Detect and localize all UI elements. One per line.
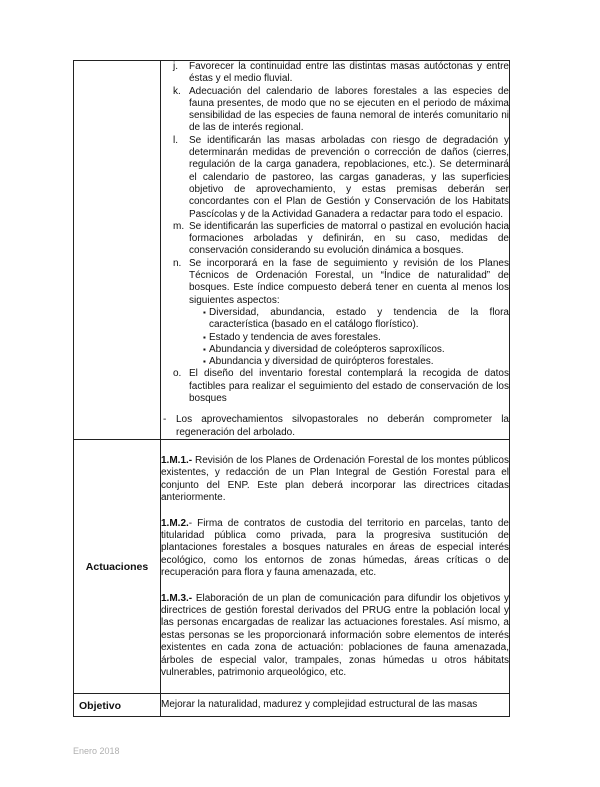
- list-marker: k.: [173, 85, 181, 97]
- objetivo-text: Mejorar la naturalidad, madurez y complejidad estructural de las masas: [161, 699, 478, 711]
- list-item: [161, 61, 509, 86]
- bullet-icon: ▪: [203, 307, 206, 317]
- bullet-icon: ▪: [203, 344, 206, 354]
- sub-list-item: [161, 344, 509, 356]
- objetivo-cell: [161, 694, 510, 717]
- list-item-o: [161, 368, 509, 405]
- bullet-icon: ▪: [203, 332, 206, 342]
- sub-item-text: Diversidad, abundancia, estado y tendencia de la flora característica (basado en el catálogo florístico).: [209, 306, 509, 331]
- list-item-text: El diseño del inventario forestal contemplará la recogida de datos factibles para realizar el seguimiento del estado de conservación de los bosques: [189, 368, 509, 405]
- action-code: 1.M.1.-: [161, 454, 193, 466]
- action-paragraph: [161, 518, 509, 580]
- action-text: Elaboración de un plan de comunicación para difundir los objetivos y directrices de gestión forestal derivados del PRUG entre la población local y las personas encargadas de realizar las actuaciones forestales. Así mismo, a estas personas se les proporcionará información sobre elementos de interés existentes en cada zona de actuación: poblaciones de fauna amenazada, árboles de especial valor, trampales, zonas húmedas u otros hábitats vulnerables, patrimonio arqueológico, etc.: [161, 592, 509, 678]
- action-code: 1.M.3.-: [161, 592, 193, 604]
- list-marker: n.: [173, 257, 182, 269]
- action-text: - Firma de contratos de custodia del territorio en parcelas, tanto de titularidad pública como privada, para la progresiva sustitución de plantaciones forestales a bosques naturales en áreas de especial interés ecológico, como los entornos de zonas húmedas, áreas críticas o de recuperación para flora y fauna amenazada, etc.: [161, 517, 509, 579]
- sub-item-text: Abundancia y diversidad de coleópteros saproxílicos.: [209, 343, 445, 355]
- action-paragraph: [161, 593, 509, 680]
- list-marker: j.: [173, 61, 178, 72]
- action-code: 1.M.2.: [161, 517, 189, 529]
- footer-date: Enero 2018: [73, 746, 120, 756]
- list-item-text: Se identificarán las superficies de matorral o pastizal en evolución hacia formaciones arboladas y definirán, en su caso, medidas de conservación considerando su evolución dinámica a bosques.: [189, 220, 509, 257]
- empty-label-cell: [74, 61, 161, 440]
- actuaciones-label: [74, 439, 161, 694]
- action-paragraph: [161, 455, 509, 505]
- sub-item-text: Estado y tendencia de aves forestales.: [209, 331, 381, 343]
- dash-item: [161, 414, 509, 439]
- list-item: [161, 258, 509, 307]
- sub-list-item: [161, 307, 509, 332]
- dash-marker: -: [163, 414, 167, 426]
- actions-list: [161, 455, 509, 680]
- list-marker: o.: [173, 368, 182, 380]
- objetivo-label: [74, 694, 161, 717]
- table-row-directrices: [74, 61, 510, 440]
- dash-item-text: Los aprovechamientos silvopastorales no deberán comprometer la regeneración del arbolado.: [176, 414, 509, 438]
- list-item-text: Favorecer la continuidad entre las distintas masas autóctonas y entre éstas y el medio fluvial.: [189, 61, 509, 85]
- directrices-list: [161, 61, 509, 307]
- directrices-cell: [161, 61, 510, 440]
- aspects-sublist: [161, 307, 509, 368]
- actuaciones-cell: [161, 439, 510, 694]
- action-text: Revisión de los Planes de Ordenación Forestal de los montes públicos existentes, y redacción de un Plan Integral de Gestión Forestal para el conjunto del ENP. Este plan deberá incorporar las directrices citadas anteriormente.: [161, 454, 509, 504]
- measures-table: [73, 60, 510, 717]
- actuaciones-label-text: Actuaciones: [85, 560, 149, 573]
- list-item-text: Se identificarán las masas arboladas con riesgo de degradación y determinarán medidas de prevención o corrección de daños (cierres, regulación de la carga ganadera, repoblaciones, etc.). Se determinará el calendario de pastoreo, las cargas ganaderas, y las superficies objetivo de aprovechamiento, y estas premisas deberán ser concordantes con el Plan de Gestión y Conservación de los Habitats Pascícolas y de la Actividad Ganadera a redactar para todo el espacio.: [189, 134, 509, 220]
- sub-list-item: [161, 356, 509, 368]
- list-marker: l.: [173, 134, 178, 146]
- list-marker: m.: [173, 220, 185, 232]
- table-row-objetivo: [74, 694, 510, 717]
- bullet-icon: ▪: [203, 357, 206, 367]
- list-item: [161, 135, 509, 221]
- objetivo-label-text: Objetivo: [79, 700, 122, 713]
- sub-list-item: [161, 332, 509, 344]
- table-row-actuaciones: [74, 439, 510, 694]
- list-item: [161, 86, 509, 135]
- list-item-text: Se incorporará en la fase de seguimiento y revisión de los Planes Técnicos de Ordenación Forestal, un “Índice de naturalidad” de bosques. Este índice compuesto deberá tener en cuenta al menos los siguientes aspectos:: [189, 257, 509, 306]
- list-item: [161, 221, 509, 258]
- list-item-text: Adecuación del calendario de labores forestales a las especies de fauna presentes, de modo que no se ejecuten en el periodo de máxima sensibilidad de las especies de fauna nemoral de interés comunitario ni de las de interés regional.: [189, 85, 509, 134]
- sub-item-text: Abundancia y diversidad de quirópteros forestales.: [209, 356, 434, 368]
